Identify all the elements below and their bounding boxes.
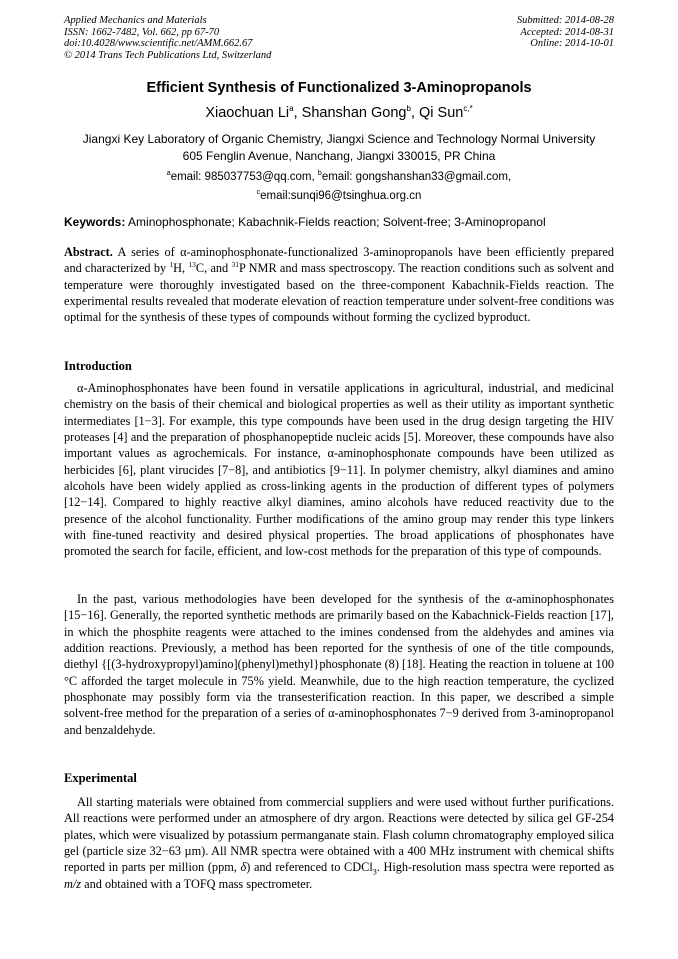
experimental-text: and obtained with a TOFQ mass spectrometer.	[81, 876, 313, 891]
superscript: 1	[169, 260, 174, 270]
affiliation-line: Jiangxi Key Laboratory of Organic Chemistry, Jiangxi Science and Technology Normal University	[82, 132, 596, 146]
author-name: Shanshan Gong	[301, 104, 407, 121]
date-submitted: Submitted: 2014-08-28	[516, 15, 614, 26]
intro-paragraph-2: In the past, various methodologies have been developed for the synthesis of the α-aminophosphonates [15−16]. Generally, the reported synthetic methods are primarily based on the Kabachnick-Fields reaction [17], in which the phosphite reagents were attached to the imines condensed from the aldehydes and amines via addition reactions. Previously, a method has been reported for the synthesis of one of the title compounds, diethyl {[(3-hydroxypropyl)amino](phenyl)methyl}phosphonate (8) [18]. Heating the reaction in toluene at 100 °C afforded the target molecule in 75% yield. Meanwhile, due to the high reaction temperature, the cyclized phosphonate may possibly form via the transesterification reaction. In this paper, we described a simple solvent-free method for the preparation of a series of α-aminophosphonates 7−9 derived from 3-aminopropanol and benzaldehyde.	[64, 592, 614, 737]
email-b: email: gongshanshan33@gmail.com,	[321, 170, 512, 183]
journal-issn: ISSN: 1662-7482, Vol. 662, pp 67-70	[64, 26, 220, 38]
affiliation	[0, 131, 678, 165]
experimental-paragraph	[64, 794, 614, 892]
superscript: 13	[188, 260, 196, 270]
abstract-text: A series of α-aminophosphonate-functionalized 3-aminopropanols have been efficiently prepared and characterized by	[64, 245, 614, 276]
email-c: email:sunqi96@tsinghua.org.cn	[260, 189, 422, 202]
dates-header	[517, 15, 614, 50]
section-heading-experimental: Experimental	[64, 771, 137, 785]
author-list: Xiaochuan Li$^a$, Shanshan Gong$^b$, Qi Sun$^{c,*}$	[205, 104, 473, 121]
section-heading-introduction: Introduction	[64, 359, 132, 373]
experimental-text: All starting materials were obtained from commercial suppliers and were used without further purifications. All reactions were performed under an atmosphere of dry argon. Reactions were detected by silica gel GF-254 plates, which were visualized by potassium permanganate stain. Flash column chromatography employed silica gel (particle size 32−63 µm). All NMR spectra were obtained with a 400 MHz instrument with chemical shifts reported in parts per million (ppm,	[64, 795, 614, 875]
journal-doi: doi:10.4028/www.scientific.net/AMM.662.67	[64, 38, 253, 49]
date-online: Online: 2014-10-01	[530, 38, 614, 49]
author-mark: b	[406, 104, 411, 113]
subscript: 3	[372, 867, 377, 877]
abstract-label: Abstract.	[64, 245, 113, 259]
journal-header	[64, 15, 271, 61]
keywords	[64, 215, 616, 229]
email-mark: c	[256, 188, 261, 196]
experimental-text: . High-resolution mass spectra were reported as	[376, 860, 614, 875]
author-name: Qi Sun	[419, 104, 464, 121]
journal-copyright: © 2014 Trans Tech Publications Ltd, Switzerland	[64, 49, 272, 61]
paper-title: Efficient Synthesis of Functionalized 3-Aminopropanols	[146, 80, 532, 96]
abstract-text: P NMR and mass spectroscopy. The reaction conditions such as solvent and temperature were thoroughly investigated based on the three-component Kabachnik-Fields reaction. The experimental results revealed that moderate elevation of reaction temperature under solvent-free conditions was optimal for the synthesis of these types of compounds without forming the cyclized byproduct.	[64, 261, 615, 325]
journal-name: Applied Mechanics and Materials	[64, 15, 207, 26]
email-a: email: 985037753@qq.com,	[170, 170, 318, 183]
delta-symbol: δ	[240, 860, 247, 875]
author-mark: a	[289, 104, 294, 113]
experimental-text: ) and referenced to CDCl	[246, 860, 373, 875]
abstract-text: H,	[173, 261, 189, 276]
abstract-text: C, and	[195, 261, 232, 276]
email-mark: b	[317, 170, 322, 177]
keywords-label: Keywords:	[64, 215, 126, 229]
email-mark: a	[166, 170, 171, 177]
author-emails	[0, 166, 678, 204]
date-accepted: Accepted: 2014-08-31	[520, 26, 614, 38]
intro-paragraph-1: α-Aminophosphonates have been found in versatile applications in agricultural, industrial, and medicinal chemistry on the basis of their chemical and biological properties as well as their utility as important synthetic intermediates [1−3]. For example, this type compounds have been used in the drug design targeting the HIV proteases [4] and the preparation of phosphanopeptide nucleic acids [5]. Moreover, these compounds have also important values as agrochemicals. For instance, α-aminophosphonate compounds have been utilized as herbicides [6], plant virucides [7−8], and antibiotics [9−11]. In polymer chemistry, alkyl diamines and amino alcohols have been widely applied as cross-linking agents in the production of different types of polymers [12−14]. Compared to highly reactive alkyl diamines, amino alcohols have reduced reactivity due to the presence of the alcohol functionality. Further modifications of the amino group may render this type linkers with fine-tuned reactivity and desired physical properties. The broad applications of phosphonates have promoted the search for facile, efficient, and low-cost methods for the preparation of this type of compounds.	[64, 381, 614, 559]
author-mark: c,*	[463, 104, 473, 113]
keywords-text: Aminophosphonate; Kabachnik-Fields reaction; Solvent-free; 3-Aminopropanol	[125, 215, 546, 229]
abstract	[64, 244, 614, 326]
superscript: 31	[231, 260, 239, 270]
mz-italic: m/z	[64, 876, 82, 891]
author-name: Xiaochuan Li	[205, 104, 290, 121]
affiliation-line: 605 Fenglin Avenue, Nanchang, Jiangxi 330015, PR China	[182, 149, 496, 163]
